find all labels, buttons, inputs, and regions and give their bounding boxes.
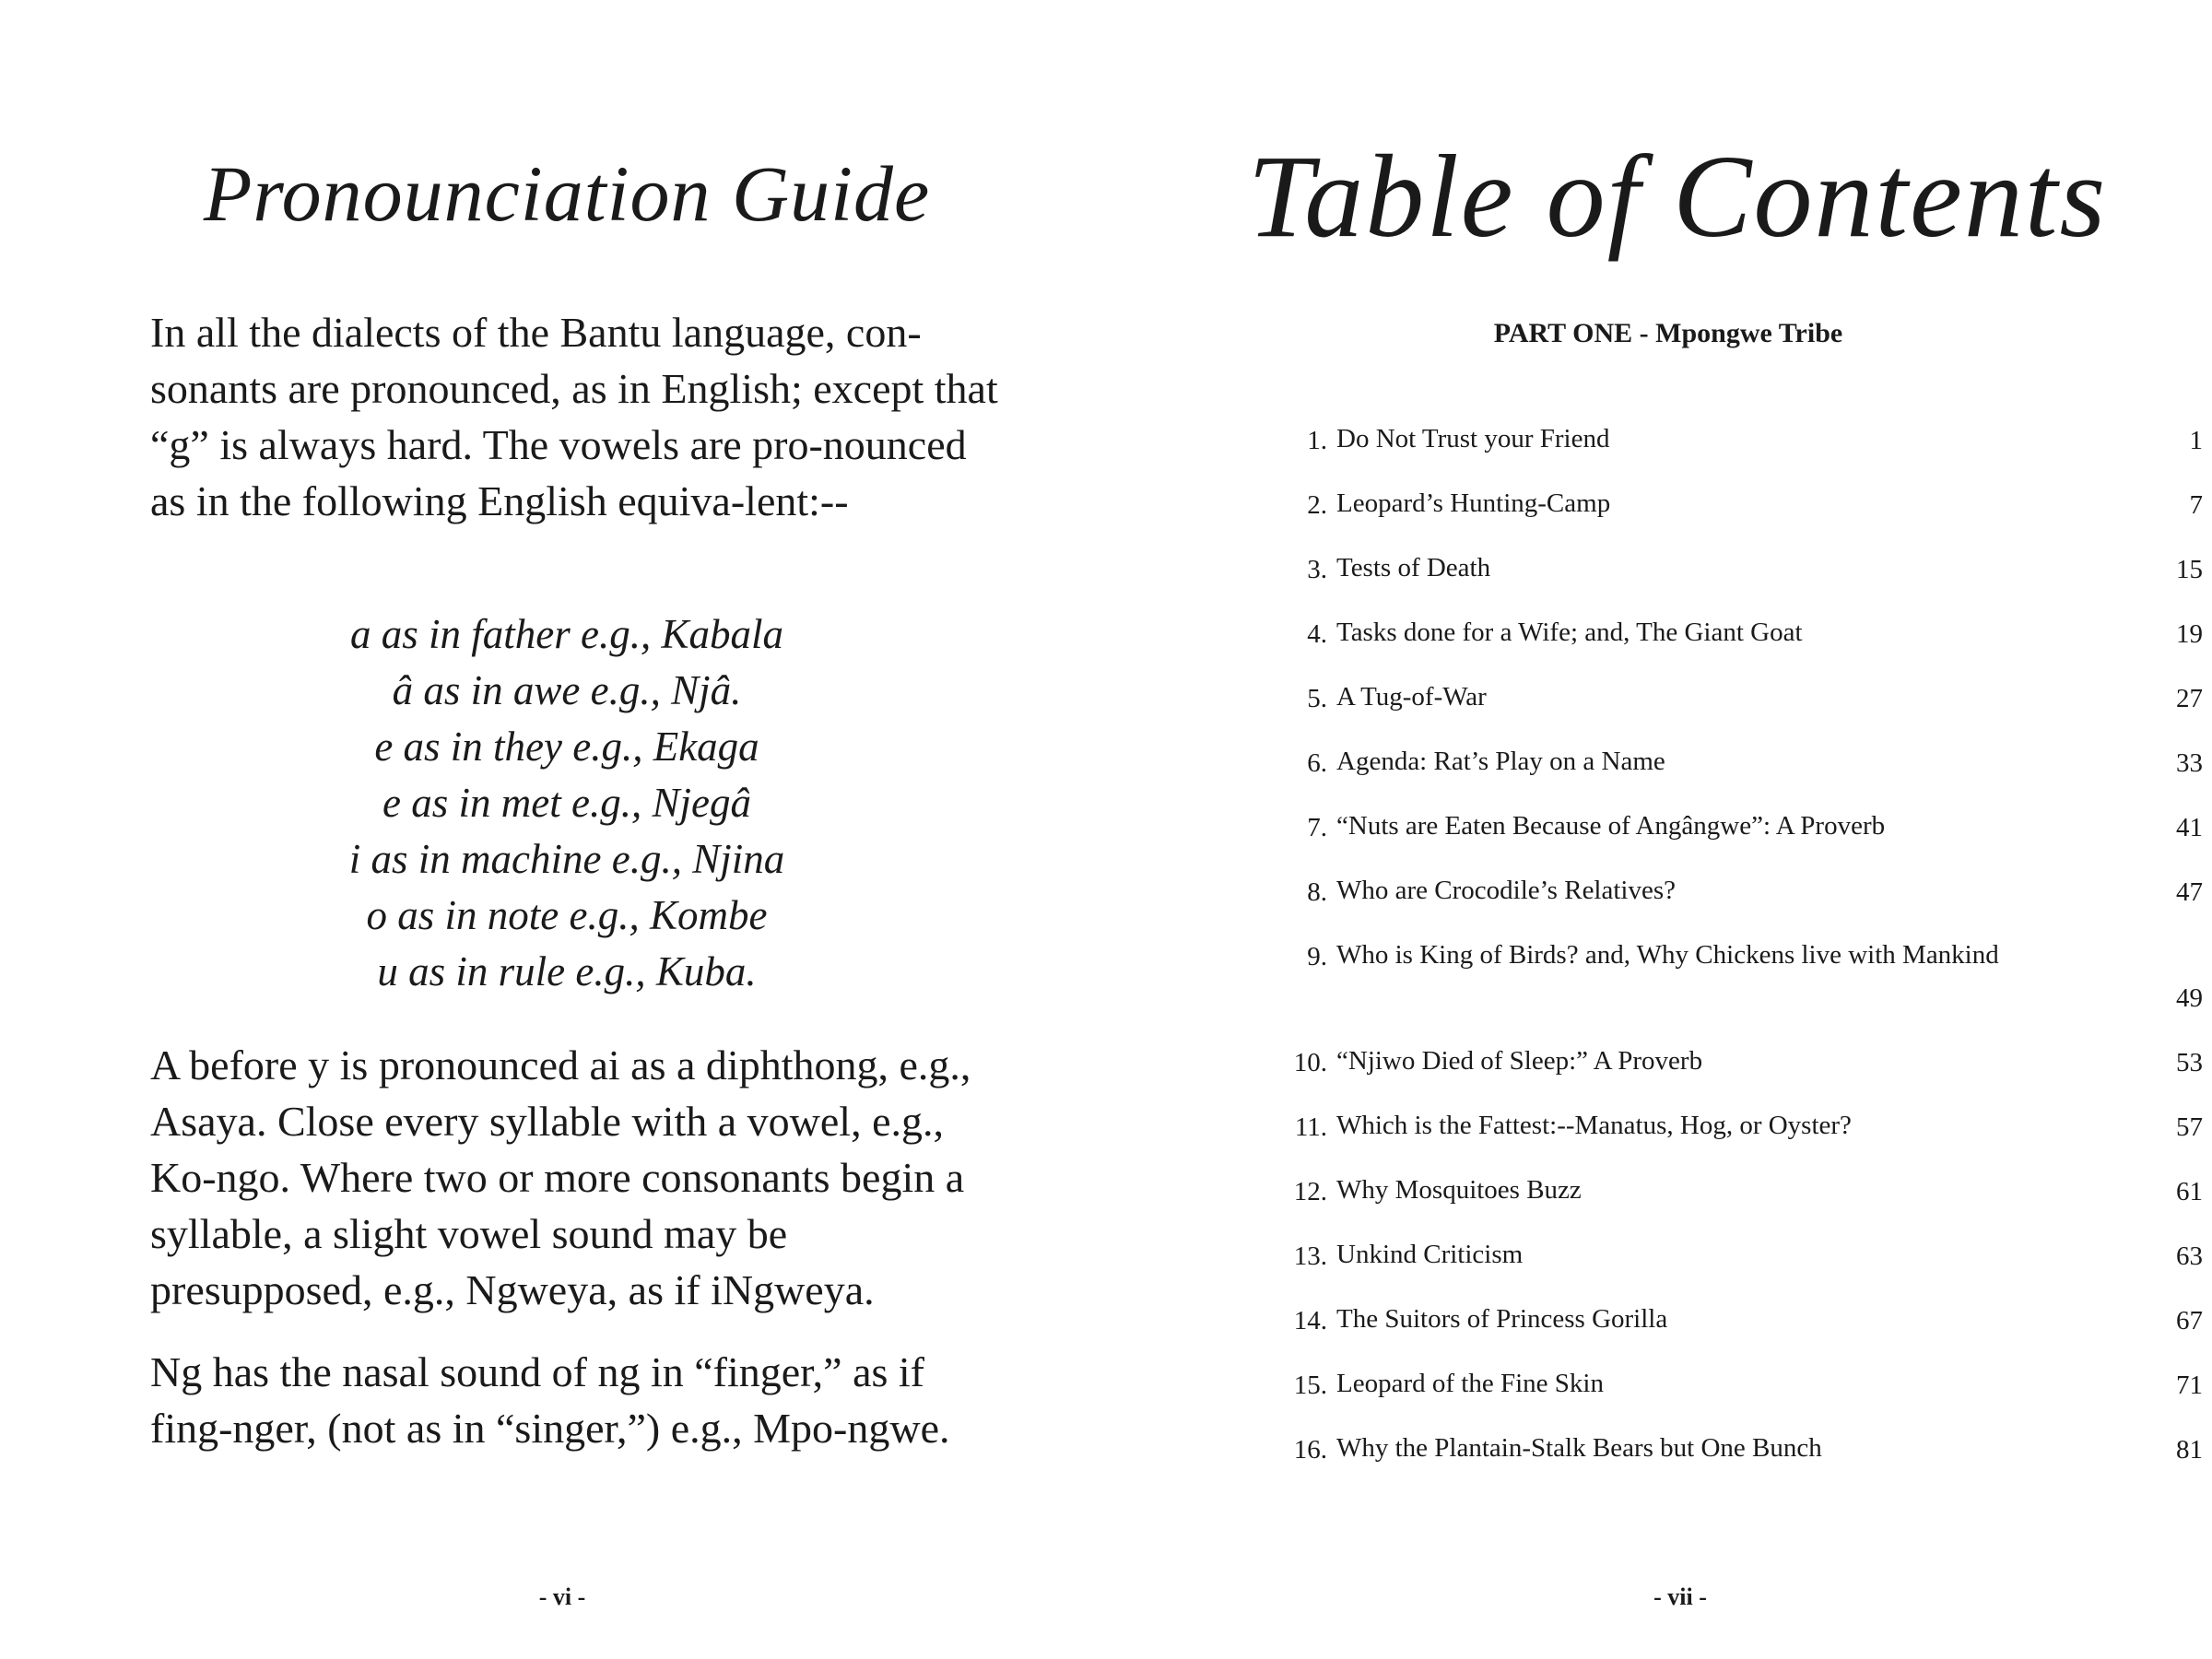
toc-entry-number: 2. [1307, 490, 1327, 520]
toc-entry-page: 47 [2176, 877, 2203, 907]
toc-entry-title: Tests of Death [1336, 553, 1491, 582]
vowel-line: o as in note e.g., Kombe [366, 892, 768, 938]
toc-entry-title: A Tug-of-War [1336, 682, 1487, 712]
toc-entry-number: 13. [1293, 1241, 1327, 1271]
toc-entry-number: 6. [1307, 748, 1327, 778]
toc-entry-number: 9. [1307, 942, 1327, 971]
toc-entry-page: 49 [2176, 983, 2203, 1013]
toc-entry-number: 1. [1307, 426, 1327, 455]
toc-entry-number: 11. [1294, 1112, 1327, 1142]
toc-entry-title: Why Mosquitoes Buzz [1336, 1175, 1582, 1205]
vowel-line: e as in they e.g., Ekaga [374, 724, 759, 770]
right-page [1106, 0, 2212, 1659]
toc-entry-title: Leopard of the Fine Skin [1336, 1369, 1604, 1398]
toc-entry [1272, 684, 2203, 748]
toc-entry-number: 14. [1293, 1306, 1327, 1335]
toc-entry [1272, 942, 2203, 1048]
toc-entry-title: Which is the Fattest:--Manatus, Hog, or Oyster? [1336, 1111, 1852, 1140]
vowel-line: u as in rule e.g., Kuba. [377, 948, 757, 994]
toc-entry [1272, 426, 2203, 490]
toc-entry-title: Who is King of Birds? and, Why Chickens live with Mankind [1336, 940, 1999, 970]
toc-entry [1272, 813, 2203, 877]
toc-entry-page: 33 [2176, 748, 2203, 778]
toc-entry-title: “Njiwo Died of Sleep:” A Proverb [1336, 1046, 1703, 1076]
toc-entry-title: Who are Crocodile’s Relatives? [1336, 876, 1677, 905]
toc-entry [1272, 1177, 2203, 1241]
toc-entry [1272, 1048, 2203, 1112]
toc-entry [1272, 1241, 2203, 1306]
intro-paragraph: In all the dialects of the Bantu language, con-sonants are pronounced, as in English; except that “g” is always hard. The vowels are pro-nounced as in the following English equiva-lent:-- [150, 309, 998, 524]
toc-entry-page: 71 [2176, 1371, 2203, 1400]
toc-entry-title: Tasks done for a Wife; and, The Giant Goat [1336, 618, 1803, 647]
toc-entry-title: Why the Plantain-Stalk Bears but One Bunch [1336, 1433, 1822, 1463]
toc-entry-page: 15 [2176, 555, 2203, 584]
toc-entry-number: 16. [1293, 1435, 1327, 1465]
toc-entry [1272, 619, 2203, 684]
toc-entry [1272, 1112, 2203, 1177]
vowel-line: â as in awe e.g., Njâ. [392, 667, 742, 713]
table-of-contents-title: Table of Contents [1247, 131, 2108, 262]
toc-entry-number: 8. [1307, 877, 1327, 907]
toc-entry-title: The Suitors of Princess Gorilla [1336, 1304, 1668, 1334]
page-number: - vii - [1653, 1583, 1707, 1610]
diphthong-paragraph: A before y is pronounced ai as a diphthong, e.g., Asaya. Close every syllable with a vowel, e.g., Ko-ngo. Where two or more consonants begin a syllable, a slight vowel sound may be presupposed, e.g., Ngweya, as if iNgweya. [150, 1041, 971, 1313]
toc-entry-title: “Nuts are Eaten Because of Angângwe”: A Proverb [1336, 811, 1886, 841]
vowel-line: a as in father e.g., Kabala [350, 611, 783, 657]
toc-entry-number: 5. [1307, 684, 1327, 713]
toc-entry-page: 57 [2176, 1112, 2203, 1142]
toc-list [1272, 426, 2203, 1500]
toc-entry [1272, 877, 2203, 942]
page-number: - vi - [538, 1583, 586, 1610]
toc-entry [1272, 1306, 2203, 1371]
toc-entry-title: Agenda: Rat’s Play on a Name [1336, 747, 1665, 776]
toc-entry-page: 7 [2189, 490, 2203, 520]
vowel-line: e as in met e.g., Njegâ [382, 780, 751, 826]
pronunciation-guide-title: Pronounciation Guide [203, 149, 931, 238]
vowel-line: i as in machine e.g., Njina [348, 836, 785, 882]
toc-entry-page: 81 [2176, 1435, 2203, 1465]
part-heading: PART ONE - Mpongwe Tribe [1493, 318, 1843, 348]
toc-entry-title: Do Not Trust your Friend [1336, 424, 1610, 453]
toc-entry-page: 1 [2189, 426, 2203, 455]
toc-entry-number: 10. [1293, 1048, 1327, 1077]
toc-entry-title: Leopard’s Hunting-Camp [1336, 488, 1611, 518]
vowel-list [147, 606, 986, 1000]
toc-entry [1272, 748, 2203, 813]
toc-entry [1272, 490, 2203, 555]
toc-entry-page: 41 [2176, 813, 2203, 842]
toc-entry-page: 53 [2176, 1048, 2203, 1077]
toc-entry [1272, 1435, 2203, 1500]
toc-entry-page: 67 [2176, 1306, 2203, 1335]
toc-entry-page: 27 [2176, 684, 2203, 713]
toc-entry [1272, 1371, 2203, 1435]
toc-entry-number: 15. [1293, 1371, 1327, 1400]
toc-entry-number: 4. [1307, 619, 1327, 649]
toc-entry-page: 19 [2176, 619, 2203, 649]
toc-entry-title: Unkind Criticism [1336, 1240, 1524, 1269]
toc-entry-number: 3. [1307, 555, 1327, 584]
toc-entry-number: 12. [1293, 1177, 1327, 1206]
toc-entry [1272, 555, 2203, 619]
toc-entry-number: 7. [1307, 813, 1327, 842]
nasal-paragraph: Ng has the nasal sound of ng in “finger,” as if fing-nger, (not as in “singer,”) e.g., Mpo-ngwe. [150, 1348, 950, 1452]
toc-entry-page: 63 [2176, 1241, 2203, 1271]
toc-entry-page: 61 [2176, 1177, 2203, 1206]
